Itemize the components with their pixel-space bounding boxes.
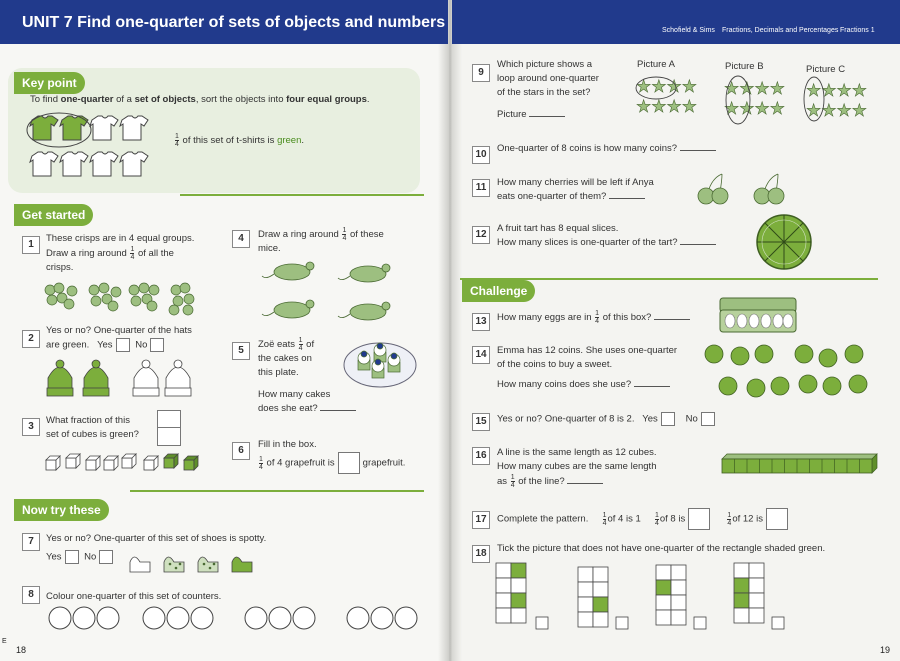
question-number: 8 bbox=[22, 586, 40, 604]
divider bbox=[180, 194, 424, 196]
question-number: 9 bbox=[472, 64, 490, 82]
svg-text:★★★★: ★★★★ bbox=[636, 97, 697, 117]
brand-text: Schofield & Sims bbox=[662, 27, 715, 34]
question-number: 4 bbox=[232, 230, 250, 248]
question-number: 5 bbox=[232, 342, 250, 360]
svg-text:★★★★: ★★★★ bbox=[806, 81, 867, 101]
unit-title: UNIT 7 Find one-quarter of sets of objects and numbers bbox=[22, 14, 446, 31]
page-number-right: 19 bbox=[880, 645, 891, 655]
divider bbox=[130, 490, 424, 492]
fruit-tart-illustration bbox=[756, 214, 812, 270]
cherries-illustration bbox=[696, 172, 796, 206]
egg-box-illustration bbox=[718, 296, 800, 336]
book-spine bbox=[438, 0, 462, 661]
picture-b-label: Picture B bbox=[725, 61, 764, 72]
cubes-illustration bbox=[46, 454, 206, 478]
left-header-band bbox=[0, 0, 448, 44]
question-6-text: Fill in the box. $\frac{1}{4}$ of 4 grapefruit is grapefruit. bbox=[258, 438, 405, 474]
svg-text:★★★★: ★★★★ bbox=[636, 77, 697, 97]
question-number: 14 bbox=[472, 346, 490, 364]
challenge-heading: Challenge bbox=[462, 280, 535, 302]
mice-illustration bbox=[262, 258, 422, 328]
grapefruit-answer-box[interactable] bbox=[338, 452, 360, 474]
coins-illustration bbox=[704, 342, 870, 404]
counters-illustration bbox=[48, 604, 438, 634]
cakes-plate-illustration bbox=[342, 340, 422, 390]
question-10-text: One-quarter of 8 coins is how many coins? bbox=[497, 142, 716, 156]
question-3-text: What fraction of this set of cubes is green? bbox=[46, 415, 139, 440]
question-2-text: Yes or no? One-quarter of the hats are green. Yes No bbox=[46, 325, 192, 351]
yes-checkbox[interactable] bbox=[65, 550, 79, 564]
key-point-example: $\frac{1}{4}$ of this set of t-shirts is green. bbox=[175, 133, 305, 148]
question-number: 18 bbox=[472, 545, 490, 563]
tshirts-illustration bbox=[28, 114, 158, 186]
question-number: 15 bbox=[472, 413, 490, 431]
picture-a-label: Picture A bbox=[637, 59, 676, 70]
question-number: 17 bbox=[472, 511, 490, 529]
question-17-text: Complete the pattern. $\frac{1}{4}$ of 4 is 1 $\frac{1}{4}$ of 8 is $\frac{1}{4}$ of 12 is bbox=[497, 508, 867, 530]
question-number: 1 bbox=[22, 236, 40, 254]
shoes-illustration bbox=[128, 550, 268, 578]
question-number: 7 bbox=[22, 533, 40, 551]
no-checkbox[interactable] bbox=[150, 338, 164, 352]
question-number: 10 bbox=[472, 146, 490, 164]
picture-c-label: Picture C bbox=[806, 64, 846, 75]
yes-checkbox[interactable] bbox=[116, 338, 130, 352]
question-14-text: Emma has 12 coins. She uses one-quarter of the coins to buy a sweet. How many coins does she use? bbox=[497, 345, 678, 390]
no-checkbox[interactable] bbox=[701, 412, 715, 426]
svg-text:★★★★: ★★★★ bbox=[724, 99, 785, 119]
rectangles-illustration bbox=[496, 563, 796, 635]
right-header-band bbox=[452, 0, 900, 44]
hats-illustration bbox=[46, 360, 196, 400]
pattern-answer-box-1[interactable] bbox=[688, 508, 710, 530]
question-8-text: Colour one-quarter of this set of counters. bbox=[46, 591, 222, 602]
question-13-text: How many eggs are in $\frac{1}{4}$ of this box? bbox=[497, 310, 690, 325]
question-12-text: A fruit tart has 8 equal slices. How many slices is one-quarter of the tart? bbox=[497, 222, 716, 250]
question-11-text: How many cherries will be left if Anya eats one-quarter of them? bbox=[497, 177, 654, 202]
key-point-heading: Key point bbox=[14, 72, 85, 94]
question-1-text: These crisps are in 4 equal groups. Draw a ring around $\frac{1}{4}$ of all the crisps. bbox=[46, 233, 195, 274]
no-checkbox[interactable] bbox=[99, 550, 113, 564]
question-18-text: Tick the picture that does not have one-quarter of the rectangle shaded green. bbox=[497, 543, 826, 554]
question-number: 6 bbox=[232, 442, 250, 460]
question-7-text: Yes or no? One-quarter of this set of shoes is spotty. Yes No bbox=[46, 533, 267, 563]
question-15-text: Yes or no? One-quarter of 8 is 2. Yes No bbox=[497, 412, 718, 427]
question-number: 11 bbox=[472, 179, 490, 197]
pattern-answer-box-2[interactable] bbox=[766, 508, 788, 530]
edge-letter: E bbox=[2, 638, 7, 645]
question-5-text: Zoë eats $\frac{1}{4}$ of the cakes on this plate. How many cakes does she eat? bbox=[258, 337, 356, 416]
stars-illustration bbox=[636, 76, 876, 126]
book-text: Fractions 1 bbox=[840, 27, 875, 34]
cube-line-illustration bbox=[722, 453, 882, 475]
question-9-text: Which picture shows a loop around one-quarter of the stars in the set? Picture bbox=[497, 59, 599, 120]
get-started-heading: Get started bbox=[14, 204, 93, 226]
question-16-text: A line is the same length as 12 cubes. How many cubes are the same length as $\frac{1}{4}$ of the line? bbox=[497, 447, 657, 489]
fraction-answer-box[interactable] bbox=[157, 410, 181, 446]
yes-checkbox[interactable] bbox=[661, 412, 675, 426]
crisps-illustration bbox=[44, 282, 204, 316]
now-try-heading: Now try these bbox=[14, 499, 109, 521]
question-number: 12 bbox=[472, 226, 490, 244]
question-number: 16 bbox=[472, 447, 490, 465]
question-number: 2 bbox=[22, 330, 40, 348]
page-number-left: 18 bbox=[16, 645, 27, 655]
question-number: 13 bbox=[472, 313, 490, 331]
svg-text:★★★★: ★★★★ bbox=[806, 101, 867, 121]
question-number: 3 bbox=[22, 418, 40, 436]
key-point-text: To find one-quarter of a set of objects, sort the objects into four equal groups. bbox=[30, 94, 370, 105]
svg-text:★★★★: ★★★★ bbox=[724, 79, 785, 99]
question-4-text: Draw a ring around $\frac{1}{4}$ of these mice. bbox=[258, 227, 384, 255]
series-text: Fractions, Decimals and Percentages bbox=[722, 27, 839, 34]
